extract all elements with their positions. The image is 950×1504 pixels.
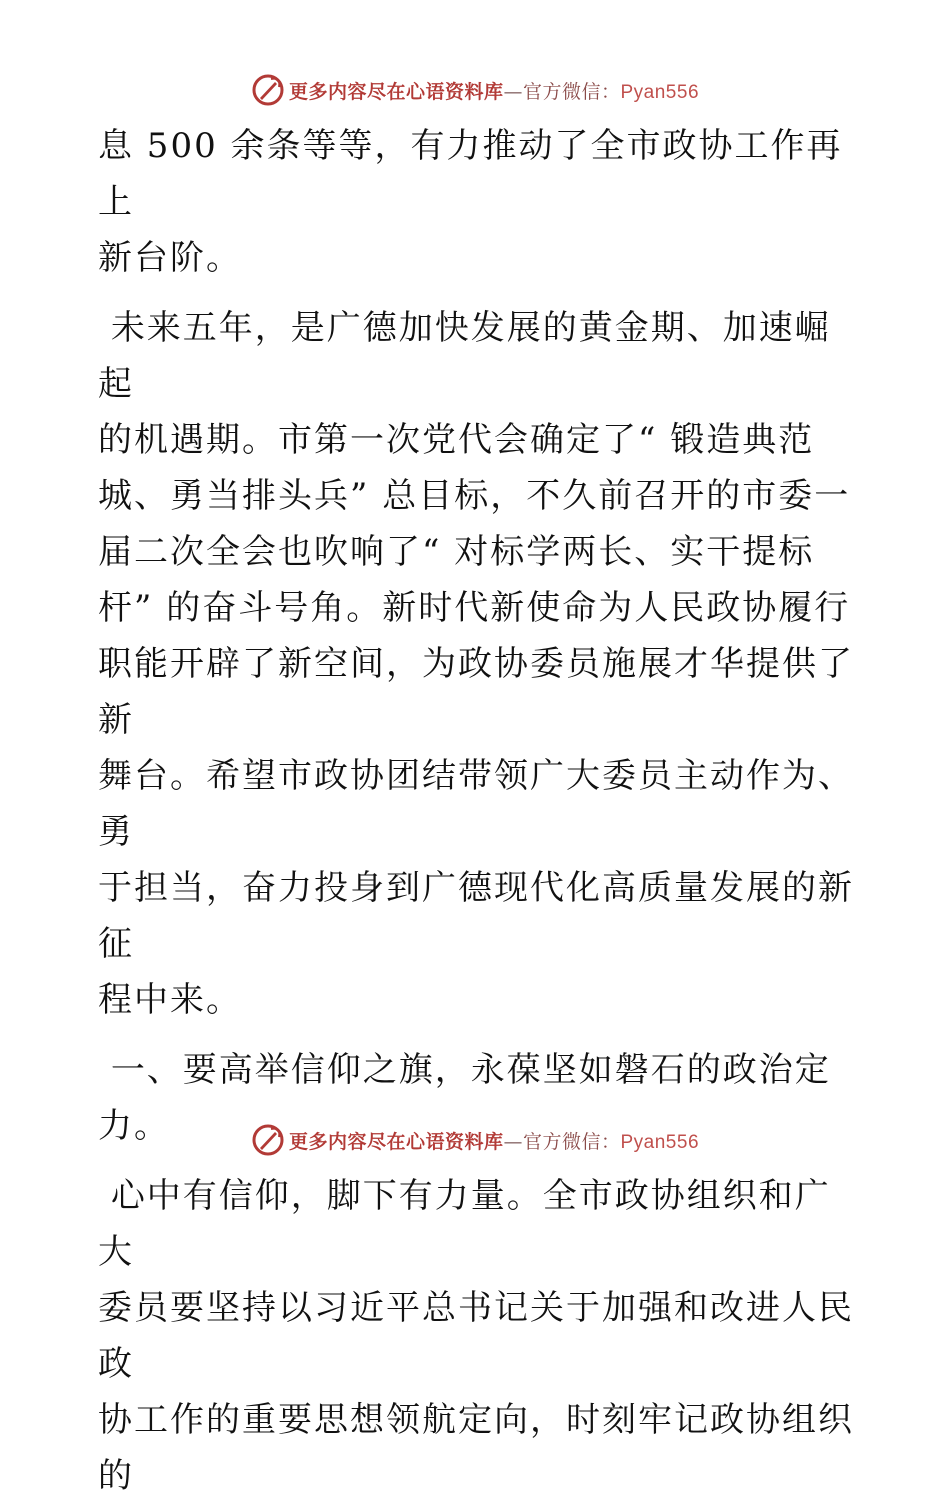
banner-site-name: 更多内容尽在心语资料库: [288, 1130, 504, 1153]
line: 杆” 的奋斗号角。新时代新使命为人民政协履行: [98, 588, 851, 628]
line: 息 500 余条等等，有力推动了全市政协工作再上: [98, 126, 843, 222]
paragraph-2: [98, 300, 858, 1028]
line: 协工作的重要思想领航定向，时刻牢记政协组织的: [98, 1400, 854, 1496]
banner-wechat-label: 官方微信：: [522, 1130, 621, 1153]
banner-wechat-id: Pyan556: [620, 1131, 700, 1153]
document-body: [98, 118, 858, 1504]
footer-banner: [0, 1120, 950, 1160]
line: 程中来。: [98, 980, 242, 1020]
line: 力。: [98, 1106, 170, 1146]
banner-wechat-id: Pyan556: [620, 81, 700, 103]
line: 新台阶。: [98, 238, 242, 278]
paragraph-3: [98, 1168, 858, 1504]
line: 的机遇期。市第一次党代会确定了“ 锻造典范: [98, 420, 815, 460]
line: 一、要高举信仰之旗，永葆坚如磐石的政治定: [98, 1050, 831, 1090]
banner-dash: —: [503, 1130, 523, 1153]
line: 于担当，奋力投身到广德现代化高质量发展的新征: [98, 868, 854, 964]
line: 届二次全会也吹响了“ 对标学两长、实干提标: [98, 532, 815, 572]
quill-pen-logo-icon: [251, 1123, 285, 1157]
banner-dash: —: [503, 80, 523, 103]
banner-site-name: 更多内容尽在心语资料库: [288, 80, 504, 103]
line: 城、勇当排头兵” 总目标，不久前召开的市委一: [98, 476, 851, 516]
line: 舞台。希望市政协团结带领广大委员主动作为、勇: [98, 756, 854, 852]
line: 职能开辟了新空间，为政协委员施展才华提供了新: [98, 644, 854, 740]
line: 委员要坚持以习近平总书记关于加强和改进人民政: [98, 1288, 854, 1384]
quill-pen-logo-icon: [251, 73, 285, 107]
line: 心中有信仰，脚下有力量。全市政协组织和广大: [98, 1176, 831, 1272]
banner-wechat-label: 官方微信：: [522, 80, 621, 103]
paragraph-1: [98, 118, 858, 286]
line: 未来五年，是广德加快发展的黄金期、加速崛起: [98, 308, 831, 404]
header-banner: [0, 70, 950, 110]
